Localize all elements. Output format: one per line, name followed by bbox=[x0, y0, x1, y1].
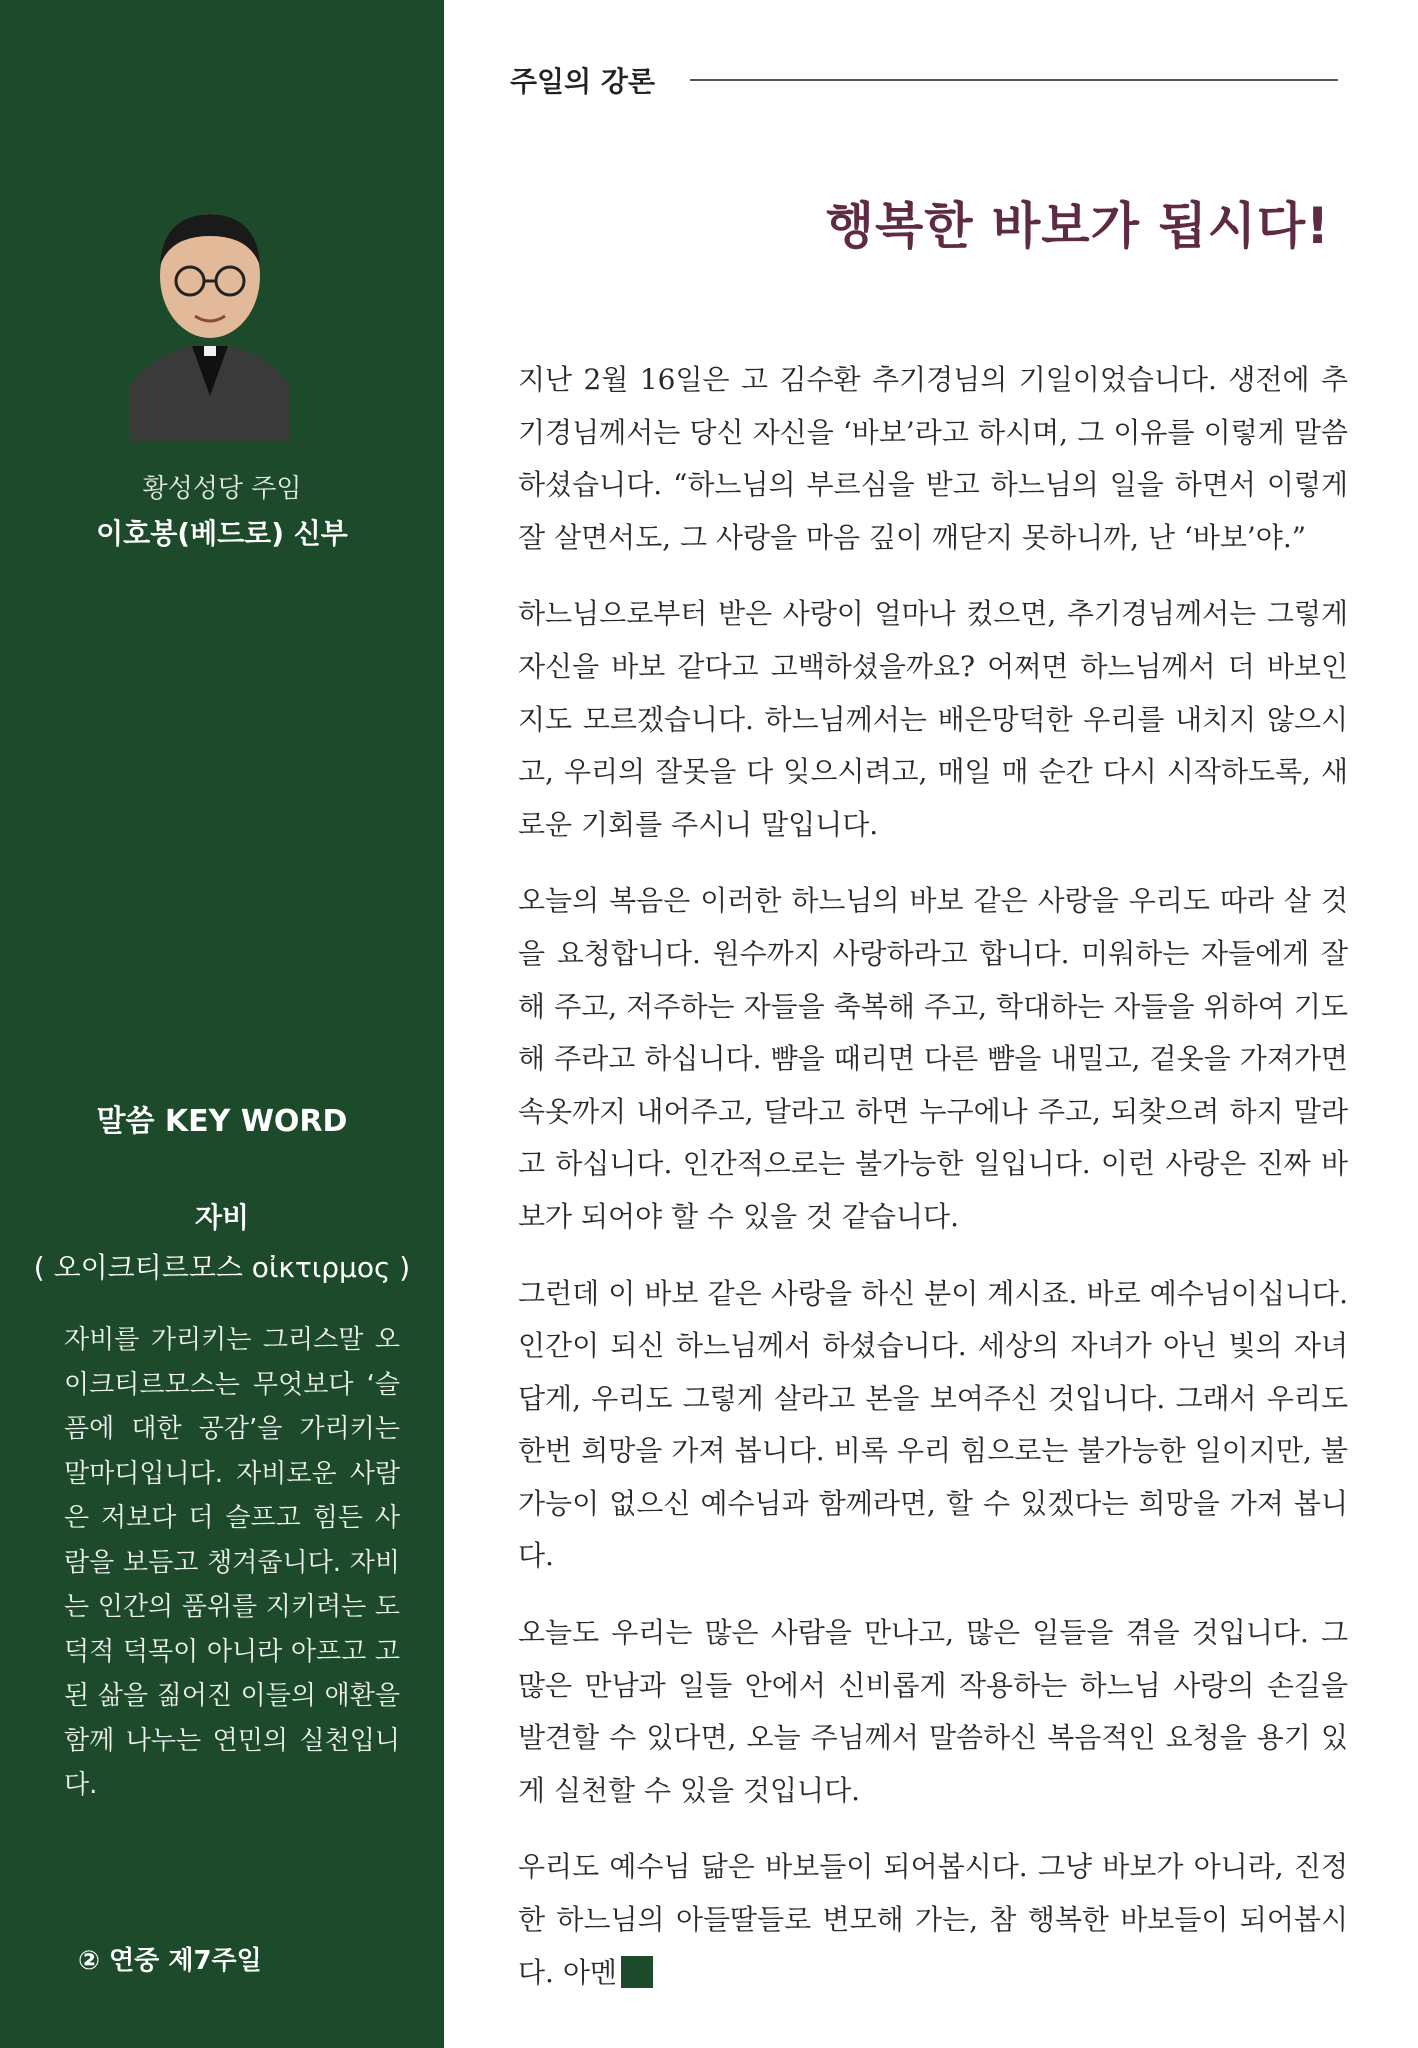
issue-label: ② 연중 제7주일 bbox=[78, 1946, 262, 1976]
keyword-transliteration: ( 오이크티르모스 οἰκτιρμος ) bbox=[33, 1251, 411, 1284]
body-paragraph-2: 하느님으로부터 받은 사랑이 얼마나 컸으면, 추기경님께서는 그렇게 자신을 바보 같다고 고백하셨을까요? 어쩌면 하느님께서 더 바보인지도 모르겠습니다. 하느님께서는 배은망덕한 우리를 내치지 않으시고, 우리의 잘못을 다 잊으시려고, 매일 매 순간 다시 시작하도록, 새로운 기회를 주시니 말입니다. bbox=[518, 597, 1348, 841]
keyword-term: 자비 bbox=[194, 1201, 250, 1234]
body-paragraph-1: 지난 2월 16일은 고 김수환 추기경님의 기일이었습니다. 생전에 추기경님께서는 당신 자신을 ‘바보’라고 하시며, 그 이유를 이렇게 말씀하셨습니다. “하느님의 부르심을 받고 하느님의 일을 하면서 이렇게 잘 살면서도, 그 사랑을 마음 깊이 깨닫지 못하니까, 난 ‘바보’야.” bbox=[518, 363, 1348, 554]
sidebar bbox=[0, 0, 444, 2048]
keyword-description: 자비를 가리키는 그리스말 오이크티르모스는 무엇보다 ‘슬픔에 대한 공감’을 가리키는 말마디입니다. 자비로운 사람은 저보다 더 슬프고 힘든 사람을 보듬고 챙겨줍니다. 자비는 인간의 품위를 지키려는 도덕적 덕목이 아니라 아프고 고된 삶을 짊어진 이들의 애환을 함께 나누는 연민의 실천입니다. bbox=[64, 1325, 400, 1800]
section-divider bbox=[690, 79, 1338, 81]
closing-text: 우리도 예수님 닮은 바보들이 되어봅시다. 그냥 바보가 아니라, 진정한 하느님의 아들딸들로 변모해 가는, 참 행복한 바보들이 되어봅시다. 아멘 bbox=[518, 1850, 1348, 1989]
body-paragraph-5: 오늘도 우리는 많은 사람을 만나고, 많은 일들을 겪을 것입니다. 그 많은 만남과 일들 안에서 신비롭게 작용하는 하느님 사랑의 손길을 발견할 수 있다면, 오늘 주님께서 말씀하신 복음적인 요청을 용기 있게 실천할 수 있을 것입니다. bbox=[518, 1616, 1348, 1807]
body-paragraph-3: 오늘의 복음은 이러한 하느님의 바보 같은 사랑을 우리도 따라 살 것을 요청합니다. 원수까지 사랑하라고 합니다. 미워하는 자들에게 잘해 주고, 저주하는 자들을 축복해 주고, 학대하는 자들을 위하여 기도해 주라고 하십니다. 뺨을 때리면 다른 뺨을 내밀고, 겉옷을 가져가면 속옷까지 내어주고, 달라고 하면 누구에나 주고, 되찾으려 하지 말라고 하십니다. 인간적으로는 불가능한 일입니다. 이런 사랑은 진짜 바보가 되어야 할 수 있을 것 같습니다. bbox=[518, 884, 1348, 1233]
end-mark-icon bbox=[621, 1956, 653, 1988]
body-paragraph-6 bbox=[518, 1841, 1348, 1999]
article-body bbox=[518, 354, 1348, 2023]
author-name: 이호봉(베드로) 신부 bbox=[96, 517, 348, 550]
body-paragraph-4: 그런데 이 바보 같은 사랑을 하신 분이 계시죠. 바로 예수님이십니다. 인간이 되신 하느님께서 하셨습니다. 세상의 자녀가 아닌 빛의 자녀답게, 우리도 그렇게 살라고 본을 보여주신 것입니다. 그래서 우리도 한번 희망을 가져 봅니다. 비록 우리 힘으로는 불가능한 일이지만, 불가능이 없으신 예수님과 함께라면, 할 수 있겠다는 희망을 가져 봅니다. bbox=[518, 1276, 1348, 1573]
section-label: 주일의 강론 bbox=[510, 65, 655, 98]
article-title: 행복한 바보가 됩시다! bbox=[825, 197, 1330, 255]
author-portrait bbox=[130, 196, 290, 442]
author-role: 황성성당 주임 bbox=[142, 474, 302, 504]
keyword-heading: 말씀 KEY WORD bbox=[96, 1104, 348, 1139]
